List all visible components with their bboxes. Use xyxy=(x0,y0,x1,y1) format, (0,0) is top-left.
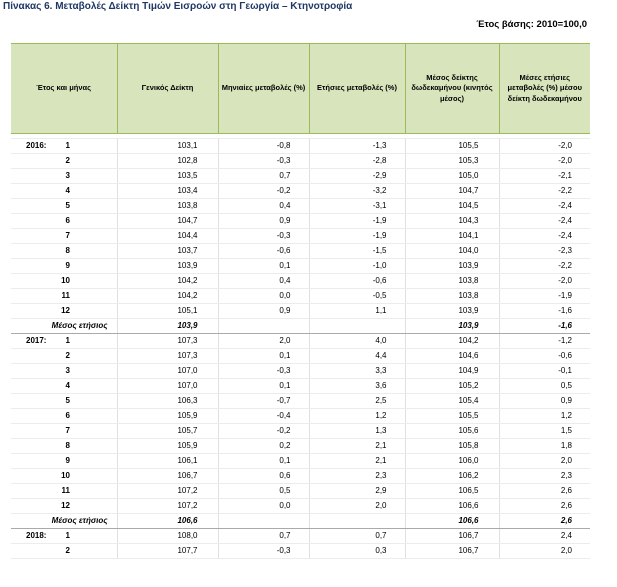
moving-average-cell: 106,0 xyxy=(405,454,499,469)
moving-average-cell: 106,6 xyxy=(405,499,499,514)
table-row xyxy=(11,244,590,259)
average-annual-change-cell: -2,4 xyxy=(499,214,590,229)
moving-average-cell: 103,9 xyxy=(405,259,499,274)
average-label: Μέσος ετήσιος xyxy=(11,514,117,529)
period-cell xyxy=(11,454,117,469)
moving-average-cell: 105,5 xyxy=(405,139,499,154)
general-index-cell: 107,0 xyxy=(117,364,218,379)
general-index-cell: 104,4 xyxy=(117,229,218,244)
month-label: 7 xyxy=(65,426,70,435)
period-cell xyxy=(11,169,117,184)
annual-change-cell: 1,3 xyxy=(309,424,405,439)
year-label: 2016: xyxy=(26,141,47,150)
month-label: 10 xyxy=(61,276,70,285)
annual-change-cell: 2,5 xyxy=(309,394,405,409)
month-label: 9 xyxy=(65,456,70,465)
monthly-change-cell: 0,1 xyxy=(218,259,309,274)
moving-average-cell: 103,8 xyxy=(405,289,499,304)
moving-average-cell: 106,7 xyxy=(405,544,499,559)
average-annual-change-cell: 2,4 xyxy=(499,529,590,544)
table-row xyxy=(11,439,590,454)
general-index-cell: 103,4 xyxy=(117,184,218,199)
month-label: 6 xyxy=(65,411,70,420)
table-row xyxy=(11,379,590,394)
period-cell xyxy=(11,184,117,199)
general-index-cell: 106,1 xyxy=(117,454,218,469)
average-annual-change-cell: -1,9 xyxy=(499,289,590,304)
table-row xyxy=(11,424,590,439)
table-row xyxy=(11,274,590,289)
year-label: 2017: xyxy=(26,336,47,345)
period-cell xyxy=(11,484,117,499)
moving-average-cell: 104,0 xyxy=(405,244,499,259)
annual-change-cell: 1,2 xyxy=(309,409,405,424)
average-annual-change-cell: -1,6 xyxy=(499,319,590,334)
moving-average-cell: 103,9 xyxy=(405,319,499,334)
table-row xyxy=(11,139,590,154)
general-index-cell: 108,0 xyxy=(117,529,218,544)
moving-average-cell: 105,2 xyxy=(405,379,499,394)
year-label: 2018: xyxy=(26,531,47,540)
monthly-change-cell: -0,3 xyxy=(218,229,309,244)
average-annual-change-cell: 1,8 xyxy=(499,439,590,454)
average-annual-change-cell: -2,2 xyxy=(499,259,590,274)
period-cell xyxy=(11,154,117,169)
table-body xyxy=(11,134,590,559)
general-index-cell: 106,6 xyxy=(117,514,218,529)
month-label: 9 xyxy=(65,261,70,270)
monthly-change-cell: 0,5 xyxy=(218,484,309,499)
period-cell xyxy=(11,289,117,304)
month-label: 4 xyxy=(65,186,70,195)
month-label: 7 xyxy=(65,231,70,240)
moving-average-cell: 104,9 xyxy=(405,364,499,379)
average-annual-change-cell: -2,4 xyxy=(499,229,590,244)
table-row xyxy=(11,484,590,499)
general-index-cell: 107,7 xyxy=(117,544,218,559)
general-index-cell: 102,8 xyxy=(117,154,218,169)
period-cell xyxy=(11,424,117,439)
moving-average-cell: 105,6 xyxy=(405,424,499,439)
average-annual-change-cell: -2,2 xyxy=(499,184,590,199)
annual-change-cell: 4,4 xyxy=(309,349,405,364)
month-label: 1 xyxy=(65,141,70,150)
average-annual-change-cell: -0,1 xyxy=(499,364,590,379)
monthly-change-cell: 2,0 xyxy=(218,334,309,349)
monthly-change-cell: -0,4 xyxy=(218,409,309,424)
average-annual-change-cell: 2,6 xyxy=(499,514,590,529)
monthly-change-cell: 0,1 xyxy=(218,349,309,364)
average-annual-change-cell: 0,5 xyxy=(499,379,590,394)
base-year-note: Έτος βάσης: 2010=100,0 xyxy=(476,19,587,30)
period-cell xyxy=(11,304,117,319)
annual-change-cell: -2,9 xyxy=(309,169,405,184)
moving-average-cell: 106,5 xyxy=(405,484,499,499)
monthly-change-cell: -0,6 xyxy=(218,244,309,259)
table-row xyxy=(11,304,590,319)
month-label: 6 xyxy=(65,216,70,225)
annual-change-cell: 2,9 xyxy=(309,484,405,499)
header-monthly-change: Μηνιαίες μεταβολές (%) xyxy=(218,44,309,134)
month-label: 2 xyxy=(65,546,70,555)
month-label: 2 xyxy=(65,351,70,360)
monthly-change-cell: -0,3 xyxy=(218,544,309,559)
period-cell xyxy=(11,199,117,214)
period-cell xyxy=(11,544,117,559)
period-cell xyxy=(11,364,117,379)
annual-change-cell: -3,2 xyxy=(309,184,405,199)
monthly-change-cell: 0,9 xyxy=(218,214,309,229)
month-label: 3 xyxy=(65,366,70,375)
header-average-annual-change: Μέσες ετήσιες μεταβολές (%) μέσου δείκτη δωδεκαμήνου xyxy=(499,44,590,134)
monthly-change-cell: 0,2 xyxy=(218,439,309,454)
general-index-cell: 104,2 xyxy=(117,289,218,304)
period-cell xyxy=(11,469,117,484)
general-index-cell: 107,2 xyxy=(117,484,218,499)
general-index-cell: 107,3 xyxy=(117,349,218,364)
moving-average-cell: 105,3 xyxy=(405,154,499,169)
header-moving-average: Μέσος δείκτης δωδεκαμήνου (κινητός μέσος) xyxy=(405,44,499,134)
annual-change-cell: -1,9 xyxy=(309,214,405,229)
moving-average-cell: 103,8 xyxy=(405,274,499,289)
table-row xyxy=(11,154,590,169)
general-index-cell: 104,7 xyxy=(117,214,218,229)
table-row xyxy=(11,499,590,514)
month-label: 1 xyxy=(65,531,70,540)
monthly-change-cell: -0,3 xyxy=(218,154,309,169)
annual-change-cell: -3,1 xyxy=(309,199,405,214)
general-index-cell: 105,1 xyxy=(117,304,218,319)
annual-change-cell: -0,5 xyxy=(309,289,405,304)
month-label: 5 xyxy=(65,396,70,405)
period-cell xyxy=(11,229,117,244)
period-cell xyxy=(11,244,117,259)
average-label: Μέσος ετήσιος xyxy=(11,319,117,334)
table-row xyxy=(11,529,590,544)
moving-average-cell: 105,8 xyxy=(405,439,499,454)
general-index-cell: 107,3 xyxy=(117,334,218,349)
period-cell xyxy=(11,379,117,394)
general-index-cell: 103,7 xyxy=(117,244,218,259)
monthly-change-cell: 0,0 xyxy=(218,499,309,514)
moving-average-cell: 106,6 xyxy=(405,514,499,529)
table-row xyxy=(11,184,590,199)
table-row xyxy=(11,469,590,484)
average-annual-change-cell: 0,9 xyxy=(499,394,590,409)
period-cell xyxy=(11,439,117,454)
monthly-change-cell: -0,3 xyxy=(218,364,309,379)
period-cell xyxy=(11,499,117,514)
average-annual-change-cell: -2,0 xyxy=(499,154,590,169)
period-cell xyxy=(11,394,117,409)
annual-change-cell: 2,3 xyxy=(309,469,405,484)
annual-change-cell: -2,8 xyxy=(309,154,405,169)
period-cell xyxy=(11,349,117,364)
month-label: 8 xyxy=(65,441,70,450)
moving-average-cell: 104,2 xyxy=(405,334,499,349)
average-annual-change-cell: -2,1 xyxy=(499,169,590,184)
month-label: 1 xyxy=(65,336,70,345)
header-annual-change: Ετήσιες μεταβολές (%) xyxy=(309,44,405,134)
average-annual-change-cell: 1,5 xyxy=(499,424,590,439)
table-row xyxy=(11,334,590,349)
general-index-cell: 103,8 xyxy=(117,199,218,214)
average-annual-change-cell: -1,2 xyxy=(499,334,590,349)
general-index-cell: 103,9 xyxy=(117,259,218,274)
month-label: 8 xyxy=(65,246,70,255)
general-index-cell: 104,2 xyxy=(117,274,218,289)
general-index-cell: 106,7 xyxy=(117,469,218,484)
monthly-change-cell xyxy=(218,514,309,529)
month-label: 11 xyxy=(61,291,70,300)
average-annual-change-cell: 1,2 xyxy=(499,409,590,424)
general-index-cell: 105,9 xyxy=(117,409,218,424)
general-index-cell: 107,0 xyxy=(117,379,218,394)
average-annual-change-cell: 2,6 xyxy=(499,499,590,514)
annual-change-cell xyxy=(309,514,405,529)
average-annual-change-cell: 2,3 xyxy=(499,469,590,484)
moving-average-cell: 105,0 xyxy=(405,169,499,184)
annual-change-cell: 2,1 xyxy=(309,439,405,454)
table-row xyxy=(11,394,590,409)
period-cell xyxy=(11,214,117,229)
moving-average-cell: 104,1 xyxy=(405,229,499,244)
monthly-change-cell: 0,4 xyxy=(218,199,309,214)
table-row xyxy=(11,229,590,244)
table-row xyxy=(11,199,590,214)
average-annual-change-cell: -2,0 xyxy=(499,139,590,154)
general-index-cell: 103,1 xyxy=(117,139,218,154)
average-annual-change-cell: 2,6 xyxy=(499,484,590,499)
monthly-change-cell: 0,1 xyxy=(218,454,309,469)
monthly-change-cell: 0,6 xyxy=(218,469,309,484)
moving-average-cell: 106,2 xyxy=(405,469,499,484)
month-label: 3 xyxy=(65,171,70,180)
table-title: Πίνακας 6. Μεταβολές Δείκτη Τιμών Εισροών στη Γεωργία – Κτηνοτροφία xyxy=(3,1,353,12)
moving-average-cell: 105,5 xyxy=(405,409,499,424)
month-label: 11 xyxy=(61,486,70,495)
annual-average-row xyxy=(11,514,590,529)
table-row xyxy=(11,454,590,469)
monthly-change-cell: 0,0 xyxy=(218,289,309,304)
average-annual-change-cell: -2,4 xyxy=(499,199,590,214)
month-label: 4 xyxy=(65,381,70,390)
general-index-cell: 105,7 xyxy=(117,424,218,439)
annual-change-cell: 0,3 xyxy=(309,544,405,559)
table-row xyxy=(11,409,590,424)
monthly-change-cell: 0,7 xyxy=(218,529,309,544)
monthly-change-cell: 0,1 xyxy=(218,379,309,394)
average-annual-change-cell: 2,0 xyxy=(499,544,590,559)
month-label: 2 xyxy=(65,156,70,165)
table-row xyxy=(11,349,590,364)
annual-change-cell: 1,1 xyxy=(309,304,405,319)
monthly-change-cell: -0,2 xyxy=(218,184,309,199)
annual-change-cell: 2,1 xyxy=(309,454,405,469)
period-cell xyxy=(11,529,117,544)
period-cell xyxy=(11,334,117,349)
table-row xyxy=(11,259,590,274)
monthly-change-cell: -0,8 xyxy=(218,139,309,154)
header-row xyxy=(11,44,590,134)
general-index-cell: 105,9 xyxy=(117,439,218,454)
average-annual-change-cell: 2,0 xyxy=(499,454,590,469)
average-annual-change-cell: -0,6 xyxy=(499,349,590,364)
general-index-cell: 107,2 xyxy=(117,499,218,514)
period-cell xyxy=(11,259,117,274)
table-row xyxy=(11,169,590,184)
general-index-cell: 103,9 xyxy=(117,319,218,334)
moving-average-cell: 104,7 xyxy=(405,184,499,199)
general-index-cell: 106,3 xyxy=(117,394,218,409)
period-cell xyxy=(11,409,117,424)
moving-average-cell: 104,6 xyxy=(405,349,499,364)
table-row xyxy=(11,364,590,379)
average-annual-change-cell: -1,6 xyxy=(499,304,590,319)
period-cell xyxy=(11,139,117,154)
annual-change-cell: 0,7 xyxy=(309,529,405,544)
annual-change-cell: 3,6 xyxy=(309,379,405,394)
moving-average-cell: 103,9 xyxy=(405,304,499,319)
annual-change-cell xyxy=(309,319,405,334)
month-label: 12 xyxy=(61,306,70,315)
annual-change-cell: 4,0 xyxy=(309,334,405,349)
moving-average-cell: 104,5 xyxy=(405,199,499,214)
table-row xyxy=(11,289,590,304)
table-row xyxy=(11,544,590,559)
annual-change-cell: 3,3 xyxy=(309,364,405,379)
month-label: 10 xyxy=(61,471,70,480)
moving-average-cell: 104,3 xyxy=(405,214,499,229)
annual-change-cell: -1,3 xyxy=(309,139,405,154)
annual-change-cell: -1,9 xyxy=(309,229,405,244)
monthly-change-cell: -0,7 xyxy=(218,394,309,409)
monthly-change-cell: 0,9 xyxy=(218,304,309,319)
moving-average-cell: 105,4 xyxy=(405,394,499,409)
price-index-table xyxy=(11,43,590,559)
average-annual-change-cell: -2,3 xyxy=(499,244,590,259)
header-year-month: Έτος και μήνας xyxy=(11,44,117,134)
annual-change-cell: 2,0 xyxy=(309,499,405,514)
monthly-change-cell: 0,7 xyxy=(218,169,309,184)
annual-change-cell: -1,0 xyxy=(309,259,405,274)
month-label: 12 xyxy=(61,501,70,510)
moving-average-cell: 106,7 xyxy=(405,529,499,544)
monthly-change-cell: -0,2 xyxy=(218,424,309,439)
average-annual-change-cell: -2,0 xyxy=(499,274,590,289)
month-label: 5 xyxy=(65,201,70,210)
annual-change-cell: -0,6 xyxy=(309,274,405,289)
annual-change-cell: -1,5 xyxy=(309,244,405,259)
general-index-cell: 103,5 xyxy=(117,169,218,184)
monthly-change-cell: 0,4 xyxy=(218,274,309,289)
monthly-change-cell xyxy=(218,319,309,334)
period-cell xyxy=(11,274,117,289)
table-row xyxy=(11,214,590,229)
header-general-index: Γενικός Δείκτη xyxy=(117,44,218,134)
annual-average-row xyxy=(11,319,590,334)
